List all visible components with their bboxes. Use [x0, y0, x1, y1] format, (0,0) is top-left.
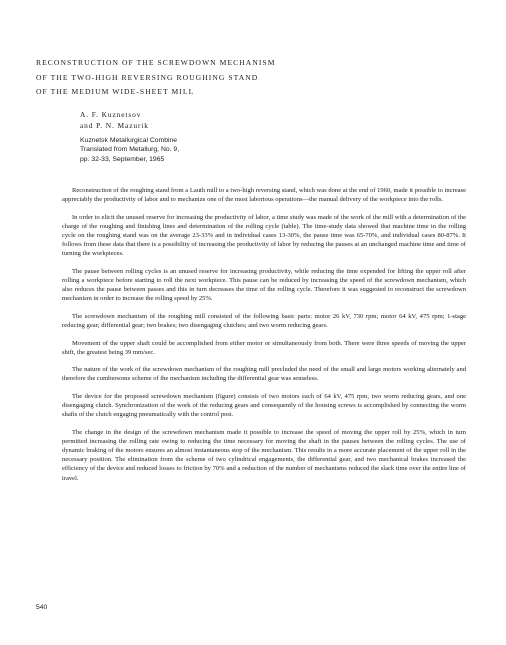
article-title: [36, 56, 476, 100]
citation-pages: pp. 32-33, September, 1965: [80, 155, 165, 163]
title-line: OF THE MEDIUM WIDE-SHEET MILL: [36, 87, 195, 97]
paragraph: The nature of the work of the screwdown mechanism of the roughing mill precluded the need of the small and large motors working alternately and therefore the cumbersome scheme of the mechanism including the differential gear was senseless.: [62, 366, 466, 383]
page-number: 540: [36, 604, 48, 611]
translation-note: Translated from Metallurg, No. 9,: [80, 146, 180, 154]
article-body: [62, 186, 466, 491]
author-line: A. F. Kuznetsov: [80, 110, 142, 119]
paragraph: Movement of the upper shaft could be accomplished from either motor or simultaneously from both. There were three speeds of moving the upper shift, the greatest being 39 mm/sec.: [62, 339, 466, 356]
paragraph: The change in the design of the screwdown mechanism made it possible to increase the speed of moving the upper roll by 25%, which in turn permitted increasing the rolling rate owing to reducing the time necessary for moving the shaft in the pauses between the rolling cycles. The use of dynamic braking of the motors ensures an almost instantaneous stop of the mechanism. This results in a more accurate placement of the upper roll in the necessary position. The elimination from the scheme of two cylindrical engagements, the differential gear, and two mechanical brakes increased the efficiency of the device and reduced losses to friction by 70% and a reduction of the number of mechanisms reduced the slack time over the entire line of travel.: [62, 429, 466, 482]
paragraph: In order to elicit the unused reserve for increasing the productivity of labor, a time study was made of the work of the mill with a determination of the charge of the roughing and finishing lines and determination of the rolling cycle (table). The time-study data showed that machine time in the rolling cycle on the roughing stand was on the average 23-33% and in individual cases 13-30%, the pause time was 65-70%, and individual cases 80-87%. It follows from these data that there is a possibility of increasing the productivity of labor by reducing the pauses at an unchanged machine time and time of turning the workpieces.: [62, 213, 466, 258]
title-line: RECONSTRUCTION OF THE SCREWDOWN MECHANISM: [36, 58, 276, 67]
paragraph: Reconstruction of the roughing stand from a Lauth mill to a two-high reversing stand, which was done at the end of 1960, made it possible to increase appreciably the productivity of labor and to mechanize one of the most laborious operations—the manual delivery of the workpiece into the rolls.: [62, 187, 466, 204]
author-line: and P. N. Mazurik: [80, 121, 149, 130]
authors: [80, 109, 149, 131]
paragraph: The pause between rolling cycles is an unused reserve for increasing productivity, while reducing the time expended for lifting the upper roll after rolling a workpiece before starting to roll the next workpiece. This pause can be reduced by increasing the speed of the screwdown mechanism, which also reduces the pause between passes and this in turn decreases the time of the rolling cycle. Therefore it was suggested to reconstruct the screwdown mechanism in order to increase the rolling speed by 25%.: [62, 267, 466, 303]
paragraph: The screwdown mechanism of the roughing mill consisted of the following basic parts: motor 26 kV, 730 rpm; motor 64 kV, 475 rpm; 1-stage reducing gear; differential gear; two brakes; two disengaging clutches; and two worm reducing gears.: [62, 312, 466, 329]
source-info: [80, 136, 179, 164]
affiliation: Kuznetsk Metallurgical Combine: [80, 137, 178, 144]
title-line: OF THE TWO-HIGH REVERSING ROUGHING STAND: [36, 72, 259, 82]
paragraph: The device for the proposed screwdown mechanism (figure) consists of two motors each of 64 kV, 475 rpm, two worm reducing gears, and one disengaging clutch. Synchronization of the work of the reducing gears and consequently of the housing screws is accomplished by connecting the worm shafts of the clutch engaging pneumatically with the control post.: [62, 393, 466, 419]
